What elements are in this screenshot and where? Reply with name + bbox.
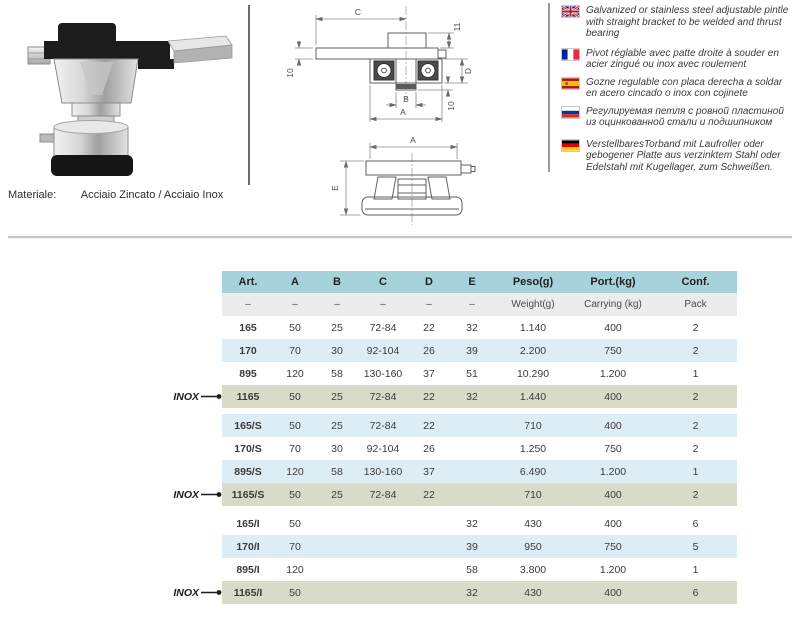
value-cell: 1.200 bbox=[572, 460, 654, 483]
dim-label-c: C bbox=[354, 7, 362, 17]
value-cell bbox=[450, 437, 494, 460]
value-cell: 25 bbox=[316, 483, 358, 506]
header-art: Art. bbox=[222, 271, 274, 293]
subheader-cell: – bbox=[358, 293, 408, 316]
value-cell: 950 bbox=[494, 535, 572, 558]
value-cell: 51 bbox=[450, 362, 494, 385]
value-cell bbox=[316, 512, 358, 535]
value-cell bbox=[408, 558, 450, 581]
value-cell bbox=[450, 414, 494, 437]
technical-drawing-section-view bbox=[290, 131, 490, 231]
value-cell bbox=[316, 535, 358, 558]
article-cell: 165/I bbox=[222, 512, 274, 535]
material-line bbox=[8, 189, 223, 201]
inox-label-text: INOX bbox=[173, 488, 199, 501]
russia-flag-icon bbox=[562, 107, 579, 118]
germany-flag-icon bbox=[562, 140, 579, 151]
spec-table bbox=[173, 271, 737, 604]
value-cell: 58 bbox=[316, 460, 358, 483]
value-cell: 70 bbox=[274, 535, 316, 558]
value-cell: 130-160 bbox=[358, 362, 408, 385]
table-row bbox=[222, 512, 737, 535]
value-cell: 1.440 bbox=[494, 385, 572, 408]
value-cell: 26 bbox=[408, 437, 450, 460]
article-cell: 895/S bbox=[222, 460, 274, 483]
value-cell bbox=[358, 581, 408, 604]
article-cell: 1165/S INOX bbox=[222, 483, 274, 506]
value-cell: 2 bbox=[654, 483, 737, 506]
value-cell: 1.200 bbox=[572, 558, 654, 581]
inox-arrow-icon bbox=[201, 393, 222, 400]
value-cell: 50 bbox=[274, 414, 316, 437]
table-row bbox=[222, 535, 737, 558]
table-row bbox=[222, 437, 737, 460]
table-row bbox=[222, 581, 737, 604]
table-row bbox=[222, 460, 737, 483]
value-cell: 92-104 bbox=[358, 339, 408, 362]
value-cell: 400 bbox=[572, 414, 654, 437]
table-row bbox=[222, 339, 737, 362]
value-cell: 22 bbox=[408, 316, 450, 339]
value-cell: 1 bbox=[654, 558, 737, 581]
material-label: Materiale: bbox=[8, 189, 57, 201]
description-german bbox=[562, 139, 794, 174]
value-cell bbox=[358, 512, 408, 535]
value-cell: 50 bbox=[274, 483, 316, 506]
description-spanish bbox=[562, 77, 794, 100]
value-cell: 22 bbox=[408, 483, 450, 506]
value-cell: 70 bbox=[274, 339, 316, 362]
value-cell: 58 bbox=[316, 362, 358, 385]
vertical-divider-left bbox=[248, 5, 250, 185]
table-header-row bbox=[222, 271, 737, 293]
header-peso: Peso(g) bbox=[494, 271, 572, 293]
description-text: Регулируемая петля с ровной пластиной из оцинкованной стали и подшипником bbox=[586, 105, 784, 128]
value-cell: 6 bbox=[654, 581, 737, 604]
vertical-divider-right bbox=[548, 3, 550, 172]
value-cell: 32 bbox=[450, 581, 494, 604]
value-cell: 10.290 bbox=[494, 362, 572, 385]
value-cell: 70 bbox=[274, 437, 316, 460]
value-cell bbox=[450, 460, 494, 483]
material-value: Acciaio Zincato / Acciaio Inox bbox=[80, 189, 224, 201]
dim-label-10-left: 10 bbox=[285, 68, 295, 78]
value-cell: 1.200 bbox=[572, 362, 654, 385]
description-russian bbox=[562, 106, 794, 129]
value-cell: 750 bbox=[572, 535, 654, 558]
value-cell: 710 bbox=[494, 414, 572, 437]
subheader-cell: Carrying (kg) bbox=[572, 293, 654, 316]
value-cell: 37 bbox=[408, 362, 450, 385]
table-row bbox=[222, 558, 737, 581]
france-flag-icon bbox=[562, 49, 579, 60]
article-cell: 1165/I INOX bbox=[222, 581, 274, 604]
inox-arrow-icon bbox=[201, 589, 222, 596]
subheader-cell: – bbox=[408, 293, 450, 316]
value-cell bbox=[450, 483, 494, 506]
value-cell: 37 bbox=[408, 460, 450, 483]
value-cell: 72-84 bbox=[358, 483, 408, 506]
subheader-cell: – bbox=[222, 293, 274, 316]
value-cell: 25 bbox=[316, 385, 358, 408]
value-cell: 430 bbox=[494, 512, 572, 535]
value-cell: 6 bbox=[654, 512, 737, 535]
article-cell: 1165 INOX bbox=[222, 385, 274, 408]
value-cell: 2 bbox=[654, 385, 737, 408]
description-text: Galvanized or stainless steel adjustable pintle with straight bracket to be welded and thrust bearing bbox=[586, 5, 789, 39]
subheader-cell: – bbox=[450, 293, 494, 316]
value-cell: 750 bbox=[572, 339, 654, 362]
value-cell: 25 bbox=[316, 414, 358, 437]
value-cell: 400 bbox=[572, 483, 654, 506]
table-row bbox=[222, 483, 737, 506]
value-cell: 32 bbox=[450, 385, 494, 408]
value-cell: 2 bbox=[654, 437, 737, 460]
inox-label-text: INOX bbox=[173, 586, 199, 599]
product-photo bbox=[10, 15, 240, 185]
technical-drawing-side-view bbox=[268, 3, 503, 133]
inox-label bbox=[173, 581, 222, 604]
dim-label-e: E bbox=[330, 185, 340, 191]
article-cell: 165 bbox=[222, 316, 274, 339]
subheader-cell: Weight(g) bbox=[494, 293, 572, 316]
value-cell: 50 bbox=[274, 512, 316, 535]
table-subheader-row bbox=[222, 293, 737, 316]
value-cell: 50 bbox=[274, 581, 316, 604]
value-cell: 72-84 bbox=[358, 414, 408, 437]
article-cell: 165/S bbox=[222, 414, 274, 437]
subheader-cell: Pack bbox=[654, 293, 737, 316]
value-cell: 130-160 bbox=[358, 460, 408, 483]
value-cell: 120 bbox=[274, 362, 316, 385]
value-cell: 32 bbox=[450, 512, 494, 535]
article-cell: 895 bbox=[222, 362, 274, 385]
header-conf: Conf. bbox=[654, 271, 737, 293]
value-cell: 120 bbox=[274, 558, 316, 581]
article-cell: 895/I bbox=[222, 558, 274, 581]
description-text: VerstellbaresTorband mit Laufroller oder gebogener Platte aus verzinktem Stahl oder Edelstahl mit Kugellager, zum Schweißen. bbox=[586, 138, 781, 173]
header-port: Port.(kg) bbox=[572, 271, 654, 293]
value-cell: 2.200 bbox=[494, 339, 572, 362]
value-cell: 30 bbox=[316, 437, 358, 460]
value-cell: 58 bbox=[450, 558, 494, 581]
value-cell: 30 bbox=[316, 339, 358, 362]
value-cell: 1.140 bbox=[494, 316, 572, 339]
inox-label bbox=[173, 385, 222, 408]
description-english bbox=[562, 5, 794, 40]
value-cell: 2 bbox=[654, 414, 737, 437]
table-row bbox=[222, 362, 737, 385]
value-cell: 1.250 bbox=[494, 437, 572, 460]
inox-label-text: INOX bbox=[173, 390, 199, 403]
dim-label-11: 11 bbox=[452, 22, 462, 32]
value-cell: 5 bbox=[654, 535, 737, 558]
article-cell: 170/S bbox=[222, 437, 274, 460]
description-text: Gozne regulable con placa derecha a soldar en acero cincado o inox con cojinete bbox=[586, 76, 783, 99]
inox-label bbox=[173, 483, 222, 506]
value-cell: 50 bbox=[274, 385, 316, 408]
value-cell: 400 bbox=[572, 581, 654, 604]
value-cell: 39 bbox=[450, 535, 494, 558]
article-cell: 170/I bbox=[222, 535, 274, 558]
description-french bbox=[562, 48, 794, 71]
dim-label-a2: A bbox=[410, 135, 416, 145]
horizontal-divider bbox=[8, 236, 792, 239]
table-row bbox=[222, 414, 737, 437]
table-body bbox=[173, 316, 737, 604]
description-text: Pivot réglable avec patte droite à souder en acier zingué ou inox avec roulement bbox=[586, 47, 779, 70]
value-cell: 2 bbox=[654, 316, 737, 339]
header-b: B bbox=[316, 271, 358, 293]
value-cell: 32 bbox=[450, 316, 494, 339]
value-cell bbox=[316, 581, 358, 604]
value-cell: 72-84 bbox=[358, 385, 408, 408]
value-cell bbox=[408, 535, 450, 558]
header-a: A bbox=[274, 271, 316, 293]
value-cell: 400 bbox=[572, 385, 654, 408]
dim-label-a: A bbox=[400, 107, 406, 117]
value-cell: 2 bbox=[654, 339, 737, 362]
table-row bbox=[222, 385, 737, 408]
table-row bbox=[222, 316, 737, 339]
dim-label-10-bottom: 10 bbox=[446, 101, 456, 111]
value-cell: 6.490 bbox=[494, 460, 572, 483]
header-c: C bbox=[358, 271, 408, 293]
dim-label-b: B bbox=[403, 94, 409, 104]
spain-flag-icon bbox=[562, 78, 579, 89]
value-cell bbox=[408, 512, 450, 535]
dim-label-d: D bbox=[463, 67, 473, 75]
value-cell: 3.800 bbox=[494, 558, 572, 581]
value-cell: 72-84 bbox=[358, 316, 408, 339]
value-cell: 39 bbox=[450, 339, 494, 362]
value-cell bbox=[316, 558, 358, 581]
inox-arrow-icon bbox=[201, 491, 222, 498]
value-cell: 50 bbox=[274, 316, 316, 339]
spec-table-wrap bbox=[173, 271, 737, 604]
value-cell: 26 bbox=[408, 339, 450, 362]
uk-flag-icon bbox=[562, 6, 579, 17]
value-cell: 430 bbox=[494, 581, 572, 604]
header-e: E bbox=[450, 271, 494, 293]
value-cell: 22 bbox=[408, 385, 450, 408]
value-cell bbox=[408, 581, 450, 604]
subheader-cell: – bbox=[274, 293, 316, 316]
value-cell: 92-104 bbox=[358, 437, 408, 460]
value-cell bbox=[358, 535, 408, 558]
value-cell: 22 bbox=[408, 414, 450, 437]
value-cell: 400 bbox=[572, 512, 654, 535]
value-cell: 400 bbox=[572, 316, 654, 339]
value-cell bbox=[358, 558, 408, 581]
subheader-cell: – bbox=[316, 293, 358, 316]
value-cell: 1 bbox=[654, 362, 737, 385]
product-photo-image bbox=[10, 15, 240, 185]
header-d: D bbox=[408, 271, 450, 293]
value-cell: 120 bbox=[274, 460, 316, 483]
value-cell: 1 bbox=[654, 460, 737, 483]
value-cell: 25 bbox=[316, 316, 358, 339]
article-cell: 170 bbox=[222, 339, 274, 362]
value-cell: 710 bbox=[494, 483, 572, 506]
description-list bbox=[562, 5, 794, 173]
value-cell: 750 bbox=[572, 437, 654, 460]
